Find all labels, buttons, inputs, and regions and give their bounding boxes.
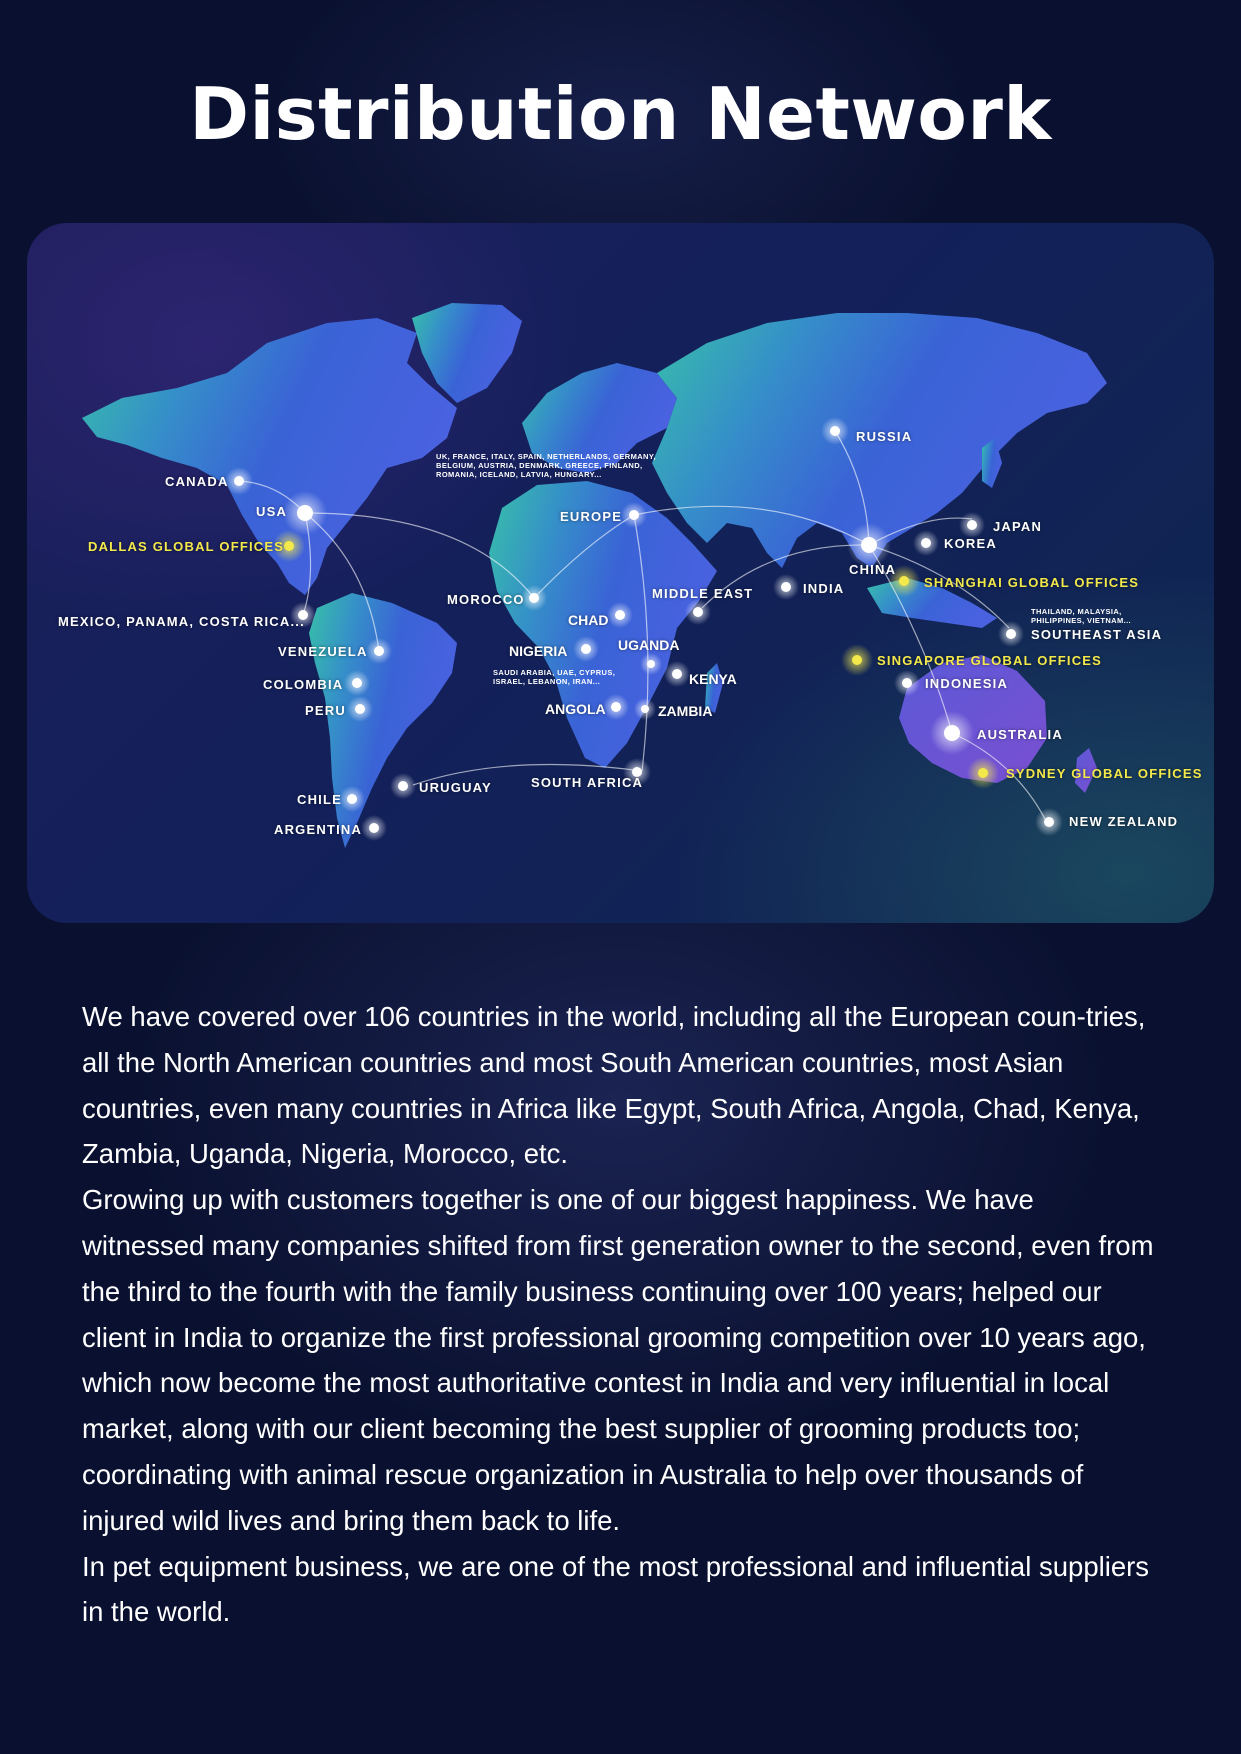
- marker-japan[interactable]: [959, 512, 985, 538]
- label-europe: EUROPE: [560, 509, 623, 524]
- paragraph-coverage: We have covered over 106 countries in the world, including all the European coun-tries, all the North American countries and most South American countries, most Asian countries, even many countries in Africa like Egypt, South Africa, Angola, Chad, Kenya, Zambia, Uganda, Nigeria, Morocco, etc.: [82, 1001, 1146, 1170]
- marker-sydney[interactable]: [967, 757, 999, 789]
- marker-angola[interactable]: [603, 694, 629, 720]
- marker-colombia[interactable]: [344, 670, 370, 696]
- label-china: CHINA: [849, 562, 897, 577]
- label-japan: JAPAN: [993, 519, 1043, 534]
- world-map-panel: [27, 223, 1214, 923]
- label-venezuela: VENEZUELA: [278, 644, 368, 659]
- world-map: [27, 223, 1214, 923]
- label-korea: KOREA: [944, 536, 997, 551]
- label-sydney-office: SYDNEY GLOBAL OFFICES: [1006, 766, 1203, 781]
- label-dallas-office: DALLAS GLOBAL OFFICES: [88, 539, 285, 554]
- marker-canada[interactable]: [225, 467, 253, 495]
- label-zambia: ZAMBIA: [658, 703, 713, 719]
- label-singapore-office: SINGAPORE GLOBAL OFFICES: [877, 653, 1103, 668]
- paragraph-customers: Growing up with customers together is one of our biggest happiness. We have witnessed many companies shifted from first generation owner to the second, even from the third to the fourth with the family business continuing over 100 years; helped our client in India to organize the first professional grooming competition over 10 years ago, which now become the most authoritative contest in India and very influential in local market, along with our client becoming the best supplier of grooming products too; coordinating with animal rescue organization in Australia to help over thousands of injured wild lives and bring them back to life.: [82, 1184, 1154, 1536]
- middle-east-countries-note: SAUDI ARABIA, UAE, CYPRUS, ISRAEL, LEBANON, IRAN...: [493, 668, 616, 686]
- label-nigeria: NIGERIA: [509, 643, 568, 659]
- marker-australia[interactable]: [930, 711, 974, 755]
- label-usa: USA: [256, 504, 288, 519]
- label-colombia: COLOMBIA: [263, 677, 344, 692]
- label-uganda: UGANDA: [618, 637, 680, 653]
- marker-europe[interactable]: [621, 502, 647, 528]
- label-morocco: MOROCCO: [447, 592, 525, 607]
- label-indonesia: INDONESIA: [925, 676, 1009, 691]
- label-kenya: KENYA: [689, 671, 737, 687]
- marker-new-zealand[interactable]: [1035, 808, 1063, 836]
- label-chad: CHAD: [568, 612, 609, 628]
- label-argentina: ARGENTINA: [274, 822, 363, 837]
- marker-india[interactable]: [773, 574, 799, 600]
- label-australia: AUSTRALIA: [977, 727, 1063, 742]
- marker-argentina[interactable]: [361, 815, 387, 841]
- marker-singapore[interactable]: [841, 644, 873, 676]
- label-india: INDIA: [803, 581, 845, 596]
- label-russia: RUSSIA: [856, 429, 913, 444]
- label-middle-east: MIDDLE EAST: [652, 586, 754, 601]
- label-new-zealand: NEW ZEALAND: [1069, 814, 1179, 829]
- marker-middle-east[interactable]: [685, 599, 711, 625]
- marker-usa[interactable]: [283, 491, 327, 535]
- marker-chile[interactable]: [339, 786, 365, 812]
- marker-russia[interactable]: [821, 417, 849, 445]
- marker-korea[interactable]: [913, 530, 939, 556]
- label-shanghai-office: SHANGHAI GLOBAL OFFICES: [924, 575, 1140, 590]
- description-text: [82, 994, 1162, 1635]
- marker-chad[interactable]: [607, 602, 633, 628]
- marker-indonesia[interactable]: [894, 670, 920, 696]
- label-uruguay: URUGUAY: [419, 780, 492, 795]
- marker-venezuela[interactable]: [366, 638, 392, 664]
- label-mexico: MEXICO, PANAMA, COSTA RICA...: [58, 614, 305, 629]
- europe-countries-note: UK, FRANCE, ITALY, SPAIN, NETHERLANDS, GERMANY, BELGIUM, AUSTRIA, DENMARK, GREECE, FINLAND, ROMANIA, ICELAND, LATVIA, HUNGARY...: [436, 452, 656, 479]
- label-peru: PERU: [305, 703, 346, 718]
- marker-peru[interactable]: [347, 696, 373, 722]
- marker-uruguay[interactable]: [390, 773, 416, 799]
- land-south-america: [309, 593, 457, 848]
- label-chile: CHILE: [297, 792, 342, 807]
- label-south-africa: SOUTH AFRICA: [531, 775, 644, 790]
- label-southeast-asia: SOUTHEAST ASIA: [1031, 627, 1163, 642]
- marker-nigeria[interactable]: [573, 636, 599, 662]
- label-angola: ANGOLA: [545, 701, 606, 717]
- marker-china[interactable]: [847, 523, 891, 567]
- paragraph-reputation: In pet equipment business, we are one of the most professional and influential suppliers in the world.: [82, 1550, 1150, 1628]
- label-canada: CANADA: [165, 474, 229, 489]
- southeast-asia-countries-note: THAILAND, MALAYSIA, PHILIPPINES, VIETNAM...: [1031, 607, 1132, 625]
- marker-uganda[interactable]: [640, 653, 662, 675]
- marker-kenya[interactable]: [664, 661, 690, 687]
- page-title: Distribution Network: [189, 72, 1052, 156]
- marker-southeast-asia[interactable]: [998, 621, 1024, 647]
- marker-zambia[interactable]: [634, 698, 656, 720]
